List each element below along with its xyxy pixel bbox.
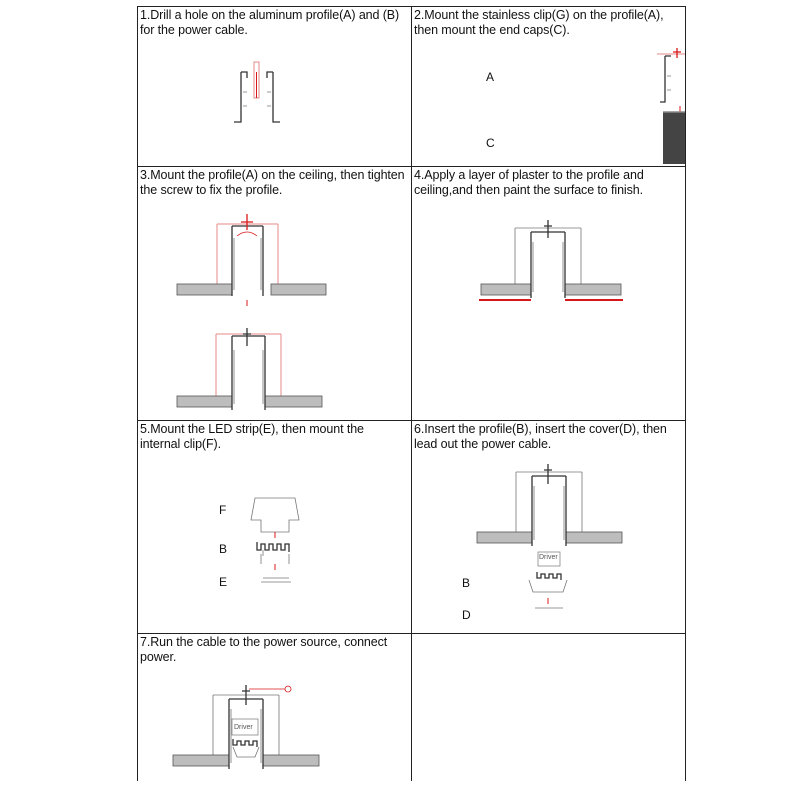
step-5-illustration — [137, 420, 411, 633]
step-7 — [137, 633, 411, 781]
step-3-caption: 3.Mount the profile(A) on the ceiling, then tighten the screw to fix the profile. — [140, 168, 405, 197]
step-1-caption: 1.Drill a hole on the aluminum profile(A) and (B) for the power cable. — [140, 8, 400, 37]
step-6 — [411, 420, 685, 633]
label-a: A — [486, 70, 495, 84]
step-4-caption: 4.Apply a layer of plaster to the profile and ceiling,and then paint the surface to finish. — [414, 168, 644, 197]
step-7-caption: 7.Run the cable to the power source, connect power. — [140, 635, 388, 664]
empty-cell — [411, 633, 685, 781]
label-b: B — [462, 576, 471, 590]
label-c: C — [486, 136, 495, 150]
step-2 — [411, 6, 685, 166]
label-d: D — [462, 608, 471, 622]
label-e: E — [219, 575, 228, 589]
step-2-illustration — [411, 6, 685, 166]
step-3-illustration — [137, 166, 411, 420]
grid-line — [685, 6, 686, 781]
label-b: B — [219, 542, 228, 556]
step-6-illustration — [411, 420, 685, 633]
step-5-caption: 5.Mount the LED strip(E), then mount the internal clip(F). — [140, 422, 364, 451]
driver-label: Driver — [234, 724, 253, 731]
step-6-caption: 6.Insert the profile(B), insert the cover(D), then lead out the power cable. — [414, 422, 667, 451]
label-f: F — [219, 503, 227, 517]
step-3 — [137, 166, 411, 420]
step-4 — [411, 166, 685, 420]
step-7-illustration — [137, 633, 411, 781]
step-2-caption: 2.Mount the stainless clip(G) on the profile(A), then mount the end caps(C). — [414, 8, 664, 37]
driver-label: Driver — [539, 554, 558, 561]
step-5 — [137, 420, 411, 633]
installation-steps-grid — [137, 6, 685, 781]
step-4-illustration — [411, 166, 685, 420]
step-1 — [137, 6, 411, 166]
step-1-illustration — [137, 6, 411, 166]
